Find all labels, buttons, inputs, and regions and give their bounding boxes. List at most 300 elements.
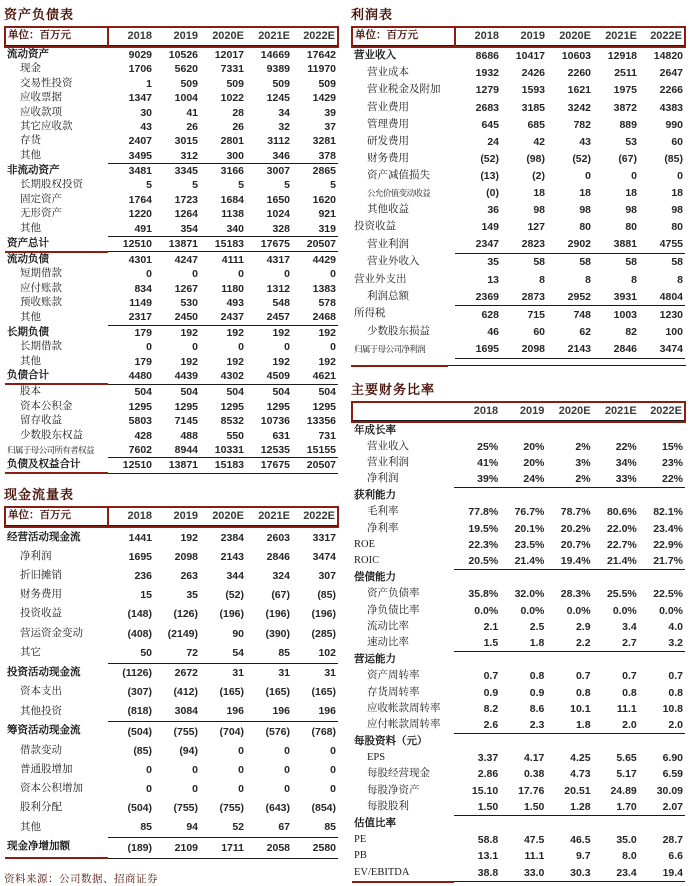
row-label: 投资收益: [20, 608, 62, 620]
table-row: [352, 521, 685, 537]
row-value: 0.9: [529, 686, 545, 699]
row-value: [639, 570, 685, 587]
row-value: 94: [154, 818, 200, 838]
row-value: 39: [324, 106, 336, 119]
row-value: 2%: [546, 471, 592, 488]
row-value: 1975: [613, 84, 637, 97]
year-header: 2022E: [292, 507, 338, 527]
right-column: [351, 2, 686, 886]
row-value: 1003: [613, 308, 637, 321]
row-value: 80: [579, 221, 591, 234]
row-value: 0.7: [622, 670, 637, 683]
row-value: 3007: [266, 165, 290, 178]
row-value: 13: [487, 273, 499, 286]
row-label: 营业利润: [367, 238, 409, 250]
row-value: 2.0: [639, 717, 685, 734]
row-label: EPS: [367, 752, 386, 764]
row-value: 2647: [659, 67, 683, 80]
table-row: [5, 400, 338, 414]
row-value: 990: [665, 118, 683, 131]
row-value: 37: [324, 120, 336, 133]
row-label: 年成长率: [354, 424, 396, 436]
row-value: 3474: [639, 341, 685, 359]
row-value: 1138: [221, 208, 244, 221]
row-value: 20507: [292, 237, 338, 252]
row-value: 0.8: [575, 686, 591, 699]
row-value: (52): [480, 152, 499, 165]
row-value: 8: [631, 273, 637, 286]
table-header-row: [352, 402, 685, 422]
table-row: [5, 799, 338, 818]
row-value: 100: [665, 325, 683, 338]
row-value: 4439: [154, 369, 200, 384]
row-value: 26: [186, 120, 198, 133]
row-value: 1.8: [546, 717, 592, 734]
row-value: 4621: [292, 369, 338, 384]
row-value: [546, 570, 592, 587]
row-label: 其他: [20, 821, 41, 833]
row-value: 0: [330, 763, 336, 776]
row-value: [593, 652, 639, 669]
row-value: (704): [219, 725, 244, 738]
row-value: 1764: [128, 193, 152, 206]
year-header: 2019: [501, 27, 547, 47]
row-value: 2143: [220, 550, 244, 563]
row-label: ROIC: [354, 555, 380, 567]
row-value: 0: [330, 744, 336, 757]
row-value: 0.0%: [659, 604, 683, 617]
row-value: (755): [219, 802, 244, 815]
table-row: [5, 106, 338, 120]
row-value: 8.2: [483, 702, 499, 715]
row-value: [546, 734, 592, 751]
row-value: (98): [526, 152, 545, 165]
row-value: 3474: [312, 550, 336, 563]
cashflow-table: [4, 484, 339, 859]
row-label: 营业收入: [354, 50, 396, 62]
row-value: 4.17: [523, 752, 545, 765]
table-row: [352, 701, 685, 717]
row-value: 22.3%: [468, 538, 499, 551]
row-value: [546, 422, 592, 439]
row-value: 98: [579, 204, 591, 217]
row-value: 493: [226, 297, 244, 310]
table-row: [352, 816, 685, 833]
row-value: 3015: [174, 135, 198, 148]
row-label: 每股资料（元）: [354, 735, 428, 747]
row-label: 每股经营现金: [367, 768, 430, 780]
row-value: 1149: [129, 297, 152, 310]
row-value: 80: [671, 221, 683, 234]
row-value: 509: [180, 77, 198, 90]
row-value: [500, 734, 546, 751]
row-value: (126): [173, 608, 198, 621]
row-value: (504): [127, 802, 152, 815]
row-label: 其他: [20, 355, 41, 367]
row-value: 2%: [575, 440, 591, 453]
row-value: 6.90: [662, 752, 683, 765]
row-value: 12510: [108, 237, 154, 252]
table-row: [5, 237, 338, 252]
table-row: [5, 663, 338, 683]
row-value: 13871: [154, 458, 200, 473]
row-value: 9029: [128, 48, 152, 61]
table-row: [5, 624, 338, 643]
row-value: 0.7: [575, 670, 591, 683]
table-row: [352, 750, 685, 766]
row-value: 22.7%: [606, 538, 637, 551]
row-value: 196: [200, 702, 246, 722]
row-value: 34%: [615, 456, 637, 469]
row-value: (0): [486, 187, 499, 200]
row-label: 研发费用: [367, 135, 409, 147]
row-value: 2603: [266, 531, 290, 544]
row-value: 2580: [292, 838, 338, 858]
row-label: 存货周转率: [367, 686, 420, 698]
row-value: 72: [154, 643, 200, 663]
row-value: 4.25: [570, 752, 591, 765]
row-value: 0: [330, 783, 336, 796]
row-value: 192: [318, 355, 336, 368]
year-header: 2018: [108, 507, 154, 527]
table-row: [5, 838, 338, 858]
row-label: 速动比率: [367, 637, 409, 649]
row-value: 28.7: [662, 834, 683, 847]
row-value: 378: [292, 149, 338, 164]
row-value: 319: [292, 222, 338, 237]
row-value: 2.9: [575, 620, 591, 633]
row-value: 35.0: [616, 834, 637, 847]
row-label: 应收款项: [20, 106, 62, 118]
row-value: 1180: [221, 282, 244, 295]
row-value: (13): [480, 169, 499, 182]
row-value: 1230: [659, 308, 683, 321]
row-value: 550: [226, 429, 244, 442]
source-note: 资料来源：公司数据、招商证券: [4, 874, 158, 886]
row-value: (2149): [167, 627, 198, 640]
row-value: 0: [192, 783, 198, 796]
row-value: (94): [179, 744, 198, 757]
row-value: [639, 422, 685, 439]
row-label: 资本支出: [20, 686, 62, 698]
table-row: [352, 537, 685, 553]
table-row: [352, 488, 685, 505]
row-value: 1383: [312, 282, 336, 295]
row-value: 22.5%: [653, 588, 683, 601]
row-value: 10736: [260, 415, 290, 428]
row-value: 1441: [128, 531, 152, 544]
row-value: 3.37: [477, 752, 499, 765]
row-label: 预收账款: [20, 297, 62, 309]
row-value: [546, 816, 592, 833]
row-label: 净利率: [367, 522, 399, 534]
row-value: 5: [284, 179, 290, 192]
row-value: 2369: [455, 288, 501, 306]
table-row: [5, 458, 338, 473]
row-value: (755): [173, 725, 198, 738]
table-row: [5, 548, 338, 567]
row-value: 1264: [174, 208, 198, 221]
row-value: 4301: [128, 253, 152, 266]
row-value: (412): [173, 686, 198, 699]
row-value: (576): [265, 725, 290, 738]
table-header-row: [352, 27, 685, 47]
table-row: [352, 685, 685, 701]
row-value: 12535: [246, 443, 292, 458]
row-value: 2846: [266, 550, 290, 563]
row-value: (52): [225, 589, 244, 602]
row-value: 1650: [266, 193, 290, 206]
row-value: 15183: [200, 237, 246, 252]
row-value: 0: [330, 341, 336, 354]
row-value: 31: [324, 666, 336, 679]
row-value: 18: [671, 187, 683, 200]
row-value: 1.8: [500, 635, 546, 652]
row-value: 25%: [477, 440, 499, 453]
row-value: 4429: [312, 253, 336, 266]
row-value: 1004: [174, 92, 198, 105]
row-value: 2457: [246, 311, 292, 326]
row-value: 1295: [174, 400, 198, 413]
row-value: 192: [226, 326, 244, 339]
row-value: 22.9%: [653, 538, 683, 551]
row-value: 2426: [521, 67, 545, 80]
row-value: 2317: [108, 311, 154, 326]
row-label: 其他: [20, 222, 41, 234]
table-row: [5, 818, 338, 838]
table-row: [5, 222, 338, 237]
row-label: 流动负债: [7, 253, 49, 265]
row-value: 8: [585, 273, 591, 286]
row-value: 80.6%: [606, 506, 637, 519]
row-label: PB: [354, 850, 367, 862]
row-value: 2801: [220, 135, 244, 148]
row-value: [593, 422, 639, 439]
row-value: 344: [226, 570, 244, 583]
row-value: 2384: [220, 531, 244, 544]
table-header-row: [5, 27, 338, 47]
row-value: 3872: [613, 101, 637, 114]
row-value: 0: [284, 341, 290, 354]
row-value: 28: [232, 106, 244, 119]
row-value: 196: [292, 702, 338, 722]
row-value: 76.7%: [514, 506, 545, 519]
year-header: 2019: [500, 402, 546, 422]
row-value: 58: [625, 256, 637, 269]
row-value: 23.5%: [514, 538, 545, 551]
row-value: (85): [133, 744, 152, 757]
row-value: 1695: [128, 550, 152, 563]
row-label: 每股净资产: [367, 784, 420, 796]
table-row: [352, 832, 685, 848]
row-value: 504: [180, 386, 198, 399]
row-value: 1295: [128, 400, 152, 413]
row-value: 4804: [639, 288, 685, 306]
income-statement-title: 利润表: [351, 7, 394, 22]
row-value: 504: [318, 386, 336, 399]
table-row: [5, 414, 338, 428]
row-label: PE: [354, 834, 367, 846]
row-label: 其他: [20, 149, 41, 161]
row-value: 3481: [128, 165, 152, 178]
row-label: 其它: [20, 647, 41, 659]
row-value: 19.5%: [468, 522, 499, 535]
row-value: 3.2: [639, 635, 685, 652]
row-value: 1695: [455, 341, 501, 359]
year-header: 2020E: [200, 507, 246, 527]
row-value: 192: [180, 531, 198, 544]
row-value: 428: [134, 429, 152, 442]
table-row: [5, 47, 338, 62]
row-value: 3185: [521, 101, 545, 114]
row-value: 90: [232, 627, 244, 640]
row-value: 2.07: [639, 799, 685, 816]
row-value: 1429: [312, 92, 336, 105]
row-value: [454, 422, 500, 439]
row-value: 645: [481, 118, 499, 131]
income-statement-grid: [351, 26, 686, 359]
table-row: [5, 340, 338, 354]
table-row: [5, 527, 338, 547]
row-value: 46.5: [570, 834, 591, 847]
row-value: 3112: [267, 135, 290, 148]
row-value: 504: [134, 386, 152, 399]
row-label: 资产减值损失: [367, 169, 430, 181]
table-row: [352, 219, 685, 236]
row-value: 0: [192, 268, 198, 281]
row-value: 504: [272, 386, 290, 399]
table-row: [5, 567, 338, 586]
row-value: [639, 734, 685, 751]
row-value: 60: [533, 325, 545, 338]
row-value: 2902: [547, 236, 593, 254]
row-value: [639, 488, 685, 505]
table-row: [5, 77, 338, 91]
row-value: 0: [146, 763, 152, 776]
row-value: 3345: [174, 165, 198, 178]
row-value: 14820: [653, 50, 683, 63]
row-value: 2109: [154, 838, 200, 858]
row-value: 20.5%: [454, 553, 500, 570]
row-value: 58: [579, 256, 591, 269]
row-label: 少数股东权益: [20, 429, 83, 441]
row-value: 1312: [266, 282, 290, 295]
row-value: (408): [127, 627, 152, 640]
row-label: 营运资金变动: [20, 627, 83, 639]
row-value: 0.8: [622, 686, 637, 699]
row-value: 1220: [128, 208, 152, 221]
row-label: 短期借款: [20, 268, 62, 280]
row-value: 8532: [220, 415, 244, 428]
table-row: [5, 741, 338, 760]
row-value: 2437: [200, 311, 246, 326]
row-value: 236: [134, 570, 152, 583]
row-label: 流动比率: [367, 620, 409, 632]
row-label: 筹资活动现金流: [7, 725, 81, 737]
row-value: 7145: [174, 415, 198, 428]
row-label: 资本公积增加: [20, 783, 83, 795]
row-value: 10603: [561, 50, 591, 63]
row-value: 4383: [659, 101, 683, 114]
table-row: [5, 282, 338, 296]
row-value: 5: [238, 179, 244, 192]
row-value: 4317: [266, 253, 290, 266]
row-value: 6.59: [662, 768, 683, 781]
table-row: [5, 120, 338, 134]
row-value: 21.7%: [639, 553, 685, 570]
row-value: 0.7: [483, 670, 499, 683]
row-value: 1295: [220, 400, 244, 413]
row-value: 52: [200, 818, 246, 838]
year-header: 2022E: [639, 402, 685, 422]
row-label: 营业外支出: [354, 273, 407, 285]
table-row: [352, 202, 685, 219]
year-header: 2021E: [246, 507, 292, 527]
row-label: 负债合计: [5, 369, 108, 384]
row-value: 307: [318, 570, 336, 583]
row-value: [500, 570, 546, 587]
row-label: 股本: [20, 386, 41, 398]
row-value: 19.4%: [546, 553, 592, 570]
row-value: 2846: [593, 341, 639, 359]
row-label: 营业费用: [367, 101, 409, 113]
row-value: 530: [180, 297, 198, 310]
year-header: 2020E: [546, 402, 592, 422]
row-value: 312: [154, 149, 200, 164]
row-value: 889: [619, 118, 637, 131]
row-value: 0: [284, 268, 290, 281]
row-value: (196): [311, 608, 336, 621]
row-value: (67): [271, 589, 290, 602]
row-value: 1267: [174, 282, 198, 295]
row-label: 归属于母公司所有者权益: [7, 445, 94, 456]
table-row: [352, 439, 685, 455]
row-value: 0.0%: [612, 604, 637, 617]
row-value: 1022: [220, 92, 244, 105]
row-value: 0.8: [529, 670, 545, 683]
row-label: 其他收益: [367, 204, 409, 216]
row-value: 3166: [220, 165, 244, 178]
table-row: [352, 288, 685, 306]
row-value: 1684: [220, 193, 244, 206]
year-header: 2018: [454, 402, 500, 422]
row-value: [454, 816, 500, 833]
row-value: 13.1: [477, 850, 499, 863]
row-value: 35.8%: [468, 588, 499, 601]
table-row: [5, 384, 338, 399]
row-value: 1.28: [546, 799, 592, 816]
row-value: 8.0: [622, 850, 637, 863]
table-row: [5, 605, 338, 624]
row-value: 192: [226, 355, 244, 368]
row-value: 85: [108, 818, 154, 838]
row-value: 1593: [521, 84, 545, 97]
row-label: 应付帐款周转率: [367, 719, 441, 731]
row-value: 1024: [266, 208, 290, 221]
row-value: 31: [232, 666, 244, 679]
row-value: [639, 652, 685, 669]
row-value: [500, 422, 546, 439]
row-value: 10331: [200, 443, 246, 458]
row-value: 2865: [312, 165, 336, 178]
table-row: [352, 471, 685, 488]
table-row: [352, 799, 685, 816]
row-value: 1723: [174, 193, 198, 206]
row-value: 12510: [108, 458, 154, 473]
year-header: 2019: [154, 507, 200, 527]
row-value: 10417: [515, 50, 545, 63]
row-value: 8.6: [529, 702, 545, 715]
